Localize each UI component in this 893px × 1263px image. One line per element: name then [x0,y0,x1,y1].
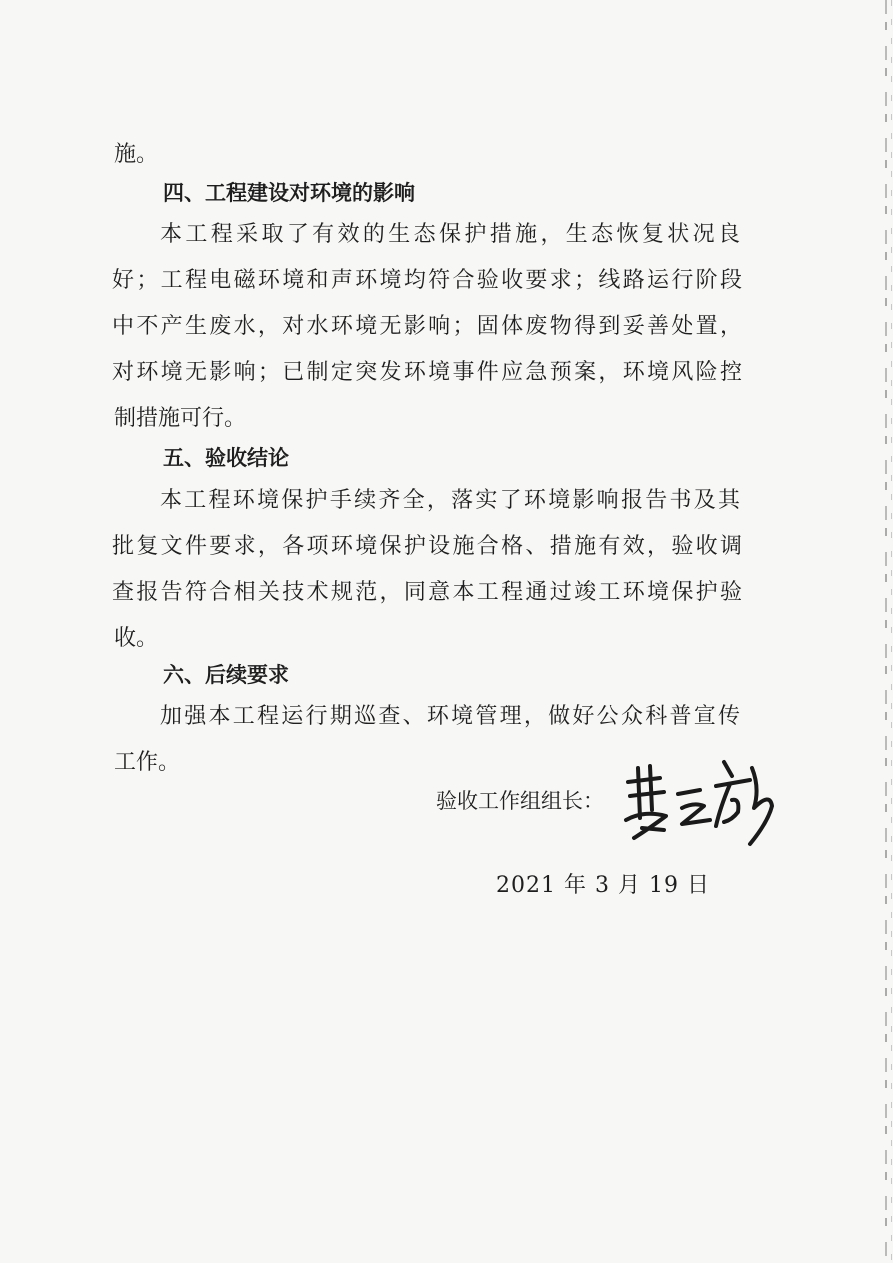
section-4-heading: 四、工程建设对环境的影响 [163,181,415,205]
section-5-heading: 五、验收结论 [163,446,289,470]
section-6-line-2: 工作。 [114,750,181,775]
section-4-line-3: 中不产生废水，对水环境无影响；固体废物得到妥善处置， [112,314,742,339]
section-5-line-1: 本工程环境保护手续齐全，落实了环境影响报告书及其 [160,488,740,513]
document-date: 2021 年 3 月 19 日 [496,873,710,898]
scan-edge-artifact [885,0,887,1263]
section-4-line-2: 好；工程电磁环境和声环境均符合验收要求；线路运行阶段 [112,268,742,293]
section-5-line-4: 收。 [114,626,159,651]
signatory-label: 验收工作组组长： [436,789,604,813]
section-5-line-3: 查报告符合相关技术规范，同意本工程通过竣工环境保护验 [112,580,742,605]
section-4-line-4: 对环境无影响；已制定突发环境事件应急预案，环境风险控 [112,360,742,385]
handwritten-signature [620,748,780,848]
section-4-line-1: 本工程采取了有效的生态保护措施，生态恢复状况良 [160,222,740,247]
section-5-line-2: 批复文件要求，各项环境保护设施合格、措施有效，验收调 [112,534,742,559]
section-6-heading: 六、后续要求 [163,663,289,687]
section-4-line-5: 制措施可行。 [114,406,247,431]
intro-tail-text: 施。 [114,142,159,167]
section-6-line-1: 加强本工程运行期巡查、环境管理，做好公众科普宣传 [160,704,740,729]
scan-edge-artifact-2 [891,0,892,1263]
